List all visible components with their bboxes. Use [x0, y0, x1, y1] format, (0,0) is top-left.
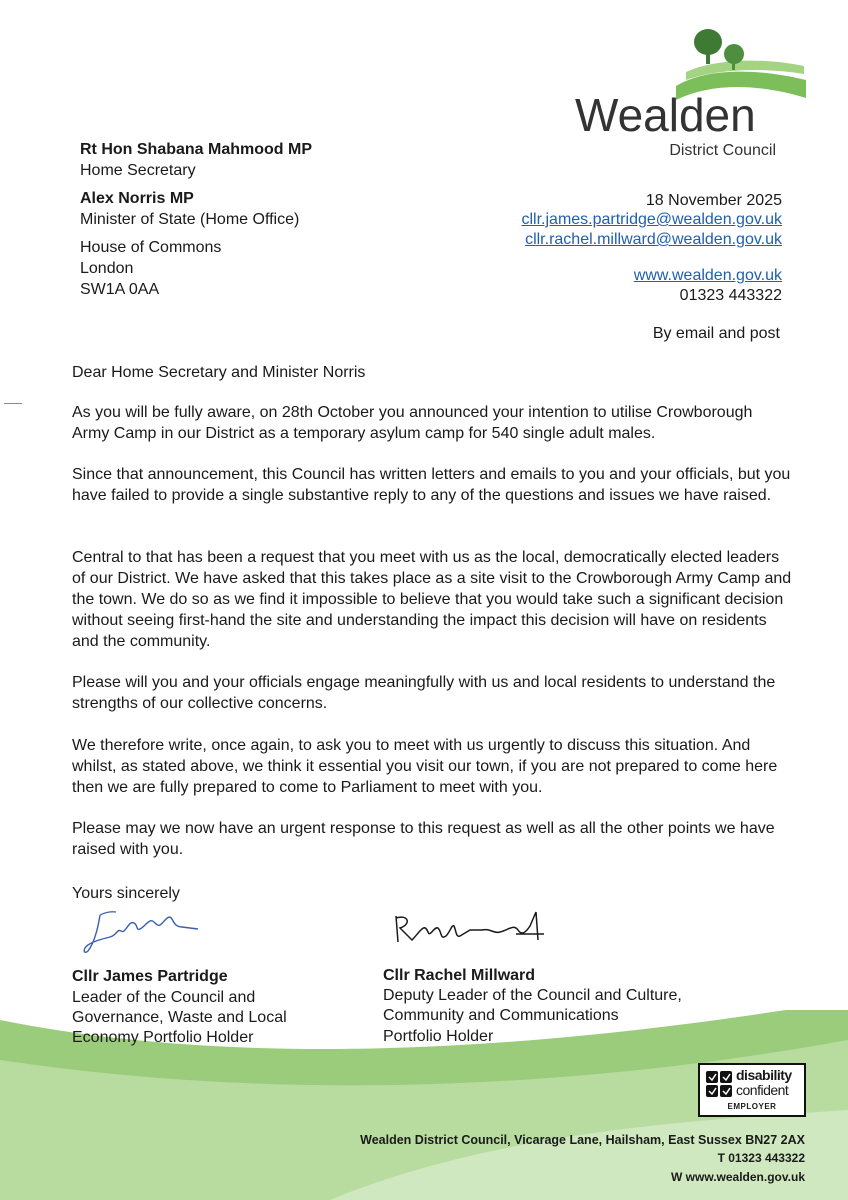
body-paragraph: We therefore write, once again, to ask you to meet with us urgently to discuss this situation. And whilst, as stated above, we think it essential you visit our town, if you are not prepared to come here then we are fully prepared to come to Parliament to meet with you.	[72, 737, 778, 796]
closing: Yours sincerely	[72, 885, 180, 902]
address-line: House of Commons	[80, 239, 222, 256]
signatory-1-role: Governance, Waste and Local	[72, 1009, 287, 1026]
address-line: SW1A 0AA	[80, 281, 160, 298]
logo-subtitle: District Council	[669, 142, 776, 159]
logo-wordmark: Wealden	[575, 89, 756, 141]
badge-line-3: EMPLOYER	[727, 1102, 777, 1111]
signatory-2-role: Deputy Leader of the Council and Culture,	[383, 987, 682, 1004]
body-paragraph: As you will be fully aware, on 28th October you announced your intention to utilise Crowborough Army Camp in our District as a temporary asylum camp for 540 single adult males.	[72, 404, 753, 442]
footer-web: W www.wealden.gov.uk	[670, 1170, 805, 1184]
letter-date: 18 November 2025	[645, 192, 782, 209]
signatory-1-role: Economy Portfolio Holder	[72, 1029, 254, 1046]
body-paragraph: Please will you and your officials engage meaningfully with us and local residents to understand the strengths of our collective concerns.	[72, 674, 776, 712]
signature-partridge	[80, 903, 200, 958]
body-paragraph: Please may we now have an urgent response to this request as well as all the other points we have raised with you.	[72, 820, 775, 858]
signatory-1-role: Leader of the Council and	[72, 989, 256, 1006]
phone-number: 01323 443322	[679, 287, 782, 304]
badge-line-2: confident	[736, 1082, 789, 1098]
recipient-2-name: Alex Norris MP	[80, 190, 194, 207]
disability-confident-grid-icon	[705, 1070, 733, 1098]
delivery-note: By email and post	[652, 325, 780, 342]
recipient-2-title: Minister of State (Home Office)	[80, 211, 300, 228]
signatory-2-role: Portfolio Holder	[383, 1028, 494, 1045]
email-link-millward[interactable]: cllr.rachel.millward@wealden.gov.uk	[525, 231, 782, 248]
signatory-1-name: Cllr James Partridge	[72, 968, 228, 985]
badge-line-1: disability	[736, 1067, 792, 1083]
email-link-partridge[interactable]: cllr.james.partridge@wealden.gov.uk	[521, 211, 782, 228]
signatory-2-name: Cllr Rachel Millward	[383, 967, 536, 984]
signature-millward	[390, 910, 550, 952]
salutation: Dear Home Secretary and Minister Norris	[72, 364, 366, 381]
recipient-1-name: Rt Hon Shabana Mahmood MP	[80, 141, 312, 158]
website-link[interactable]: www.wealden.gov.uk	[633, 267, 782, 284]
recipient-1-title: Home Secretary	[80, 162, 196, 179]
body-paragraph: Since that announcement, this Council has written letters and emails to you and your officials, but you have failed to provide a single substantive reply to any of the questions and issues we have raised.	[72, 466, 791, 504]
footer-address: Wealden District Council, Vicarage Lane, Hailsham, East Sussex BN27 2AX	[360, 1133, 805, 1147]
signatory-2-role: Community and Communications	[383, 1007, 619, 1024]
footer-phone: T 01323 443322	[717, 1151, 805, 1165]
fold-mark	[4, 403, 22, 404]
body-paragraph: Central to that has been a request that you meet with us as the local, democratically elected leaders of our District. We have asked that this takes place as a site visit to the Crowborough Army Camp and the town. We do so as we find it impossible to believe that you would take such a significant decision without seeing first-hand the site and understanding the impact this decision will have on residents and the community.	[72, 549, 792, 650]
disability-confident-badge	[698, 1063, 806, 1117]
address-line: London	[80, 260, 134, 277]
